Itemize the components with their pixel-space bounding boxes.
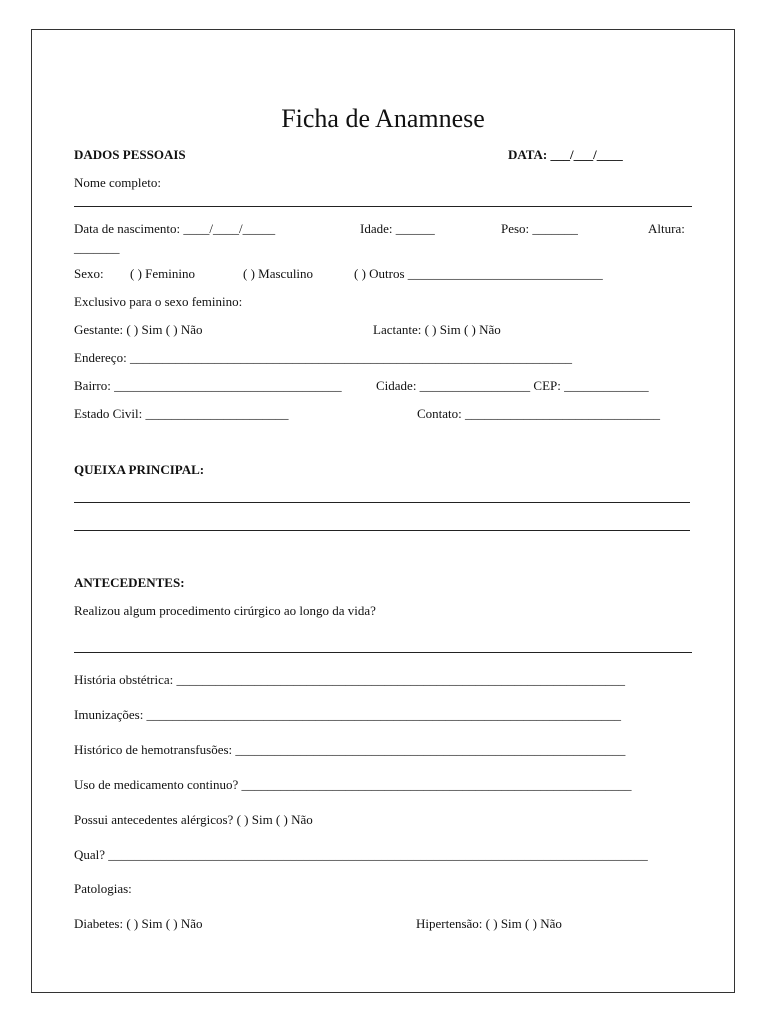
full-name-line[interactable]: [74, 206, 692, 207]
history-heading: ANTECEDENTES:: [74, 575, 185, 590]
sex-label: Sexo:: [74, 266, 104, 281]
city-cep-field[interactable]: Cidade: _________________ CEP: _____________: [376, 378, 649, 393]
weight-field[interactable]: Peso: _______: [501, 221, 578, 236]
pathologies-label: Patologias:: [74, 881, 132, 896]
hypertension-field[interactable]: Hipertensão: ( ) Sim ( ) Não: [416, 916, 562, 931]
lactating-field[interactable]: Lactante: ( ) Sim ( ) Não: [373, 322, 501, 337]
sex-other-option[interactable]: ( ) Outros ______________________________: [354, 266, 603, 281]
age-field[interactable]: Idade: ______: [360, 221, 435, 236]
personal-data-heading: DADOS PESSOAIS: [74, 147, 186, 162]
surgery-question: Realizou algum procedimento cirúrgico ao longo da vida?: [74, 603, 376, 618]
address-field[interactable]: Endereço: ____________________________________________________________________: [74, 350, 572, 365]
complaint-heading: QUEIXA PRINCIPAL:: [74, 462, 205, 477]
female-only-label: Exclusivo para o sexo feminino:: [74, 294, 243, 309]
surgery-answer-line[interactable]: [74, 652, 692, 653]
allergies-which-field[interactable]: Qual? ___________________________________________________________________________________: [74, 847, 648, 862]
birth-date-field[interactable]: Data de nascimento: ____/____/_____: [74, 221, 276, 236]
height-label: Altura:: [648, 221, 685, 236]
sex-male-option[interactable]: ( ) Masculino: [243, 266, 314, 281]
height-line[interactable]: _______: [74, 240, 120, 255]
allergies-field[interactable]: Possui antecedentes alérgicos? ( ) Sim ( ) Não: [74, 812, 313, 827]
complaint-line-2-text: [74, 518, 690, 534]
sex-female-option[interactable]: ( ) Feminino: [130, 266, 195, 281]
district-field[interactable]: Bairro: ___________________________________: [74, 378, 342, 393]
contact-field[interactable]: Contato: ______________________________: [417, 406, 661, 421]
immunizations-field[interactable]: Imunizações: _________________________________________________________________________: [74, 707, 622, 722]
medication-field[interactable]: Uso de medicamento continuo? ____________________________________________________________: [74, 777, 632, 792]
civil-status-field[interactable]: Estado Civil: ______________________: [74, 406, 289, 421]
transfusions-field[interactable]: Histórico de hemotransfusões: ____________________________________________________________: [74, 742, 626, 757]
pregnant-field[interactable]: Gestante: ( ) Sim ( ) Não: [74, 322, 203, 337]
obstetric-history-field[interactable]: História obstétrica: _____________________________________________________________________: [74, 672, 626, 687]
diabetes-field[interactable]: Diabetes: ( ) Sim ( ) Não: [74, 916, 203, 931]
form-title: Ficha de Anamnese: [281, 104, 485, 133]
full-name-label: Nome completo:: [74, 175, 162, 190]
complaint-line-1-text: [74, 490, 690, 506]
date-field[interactable]: DATA: ___/___/____: [508, 147, 623, 162]
